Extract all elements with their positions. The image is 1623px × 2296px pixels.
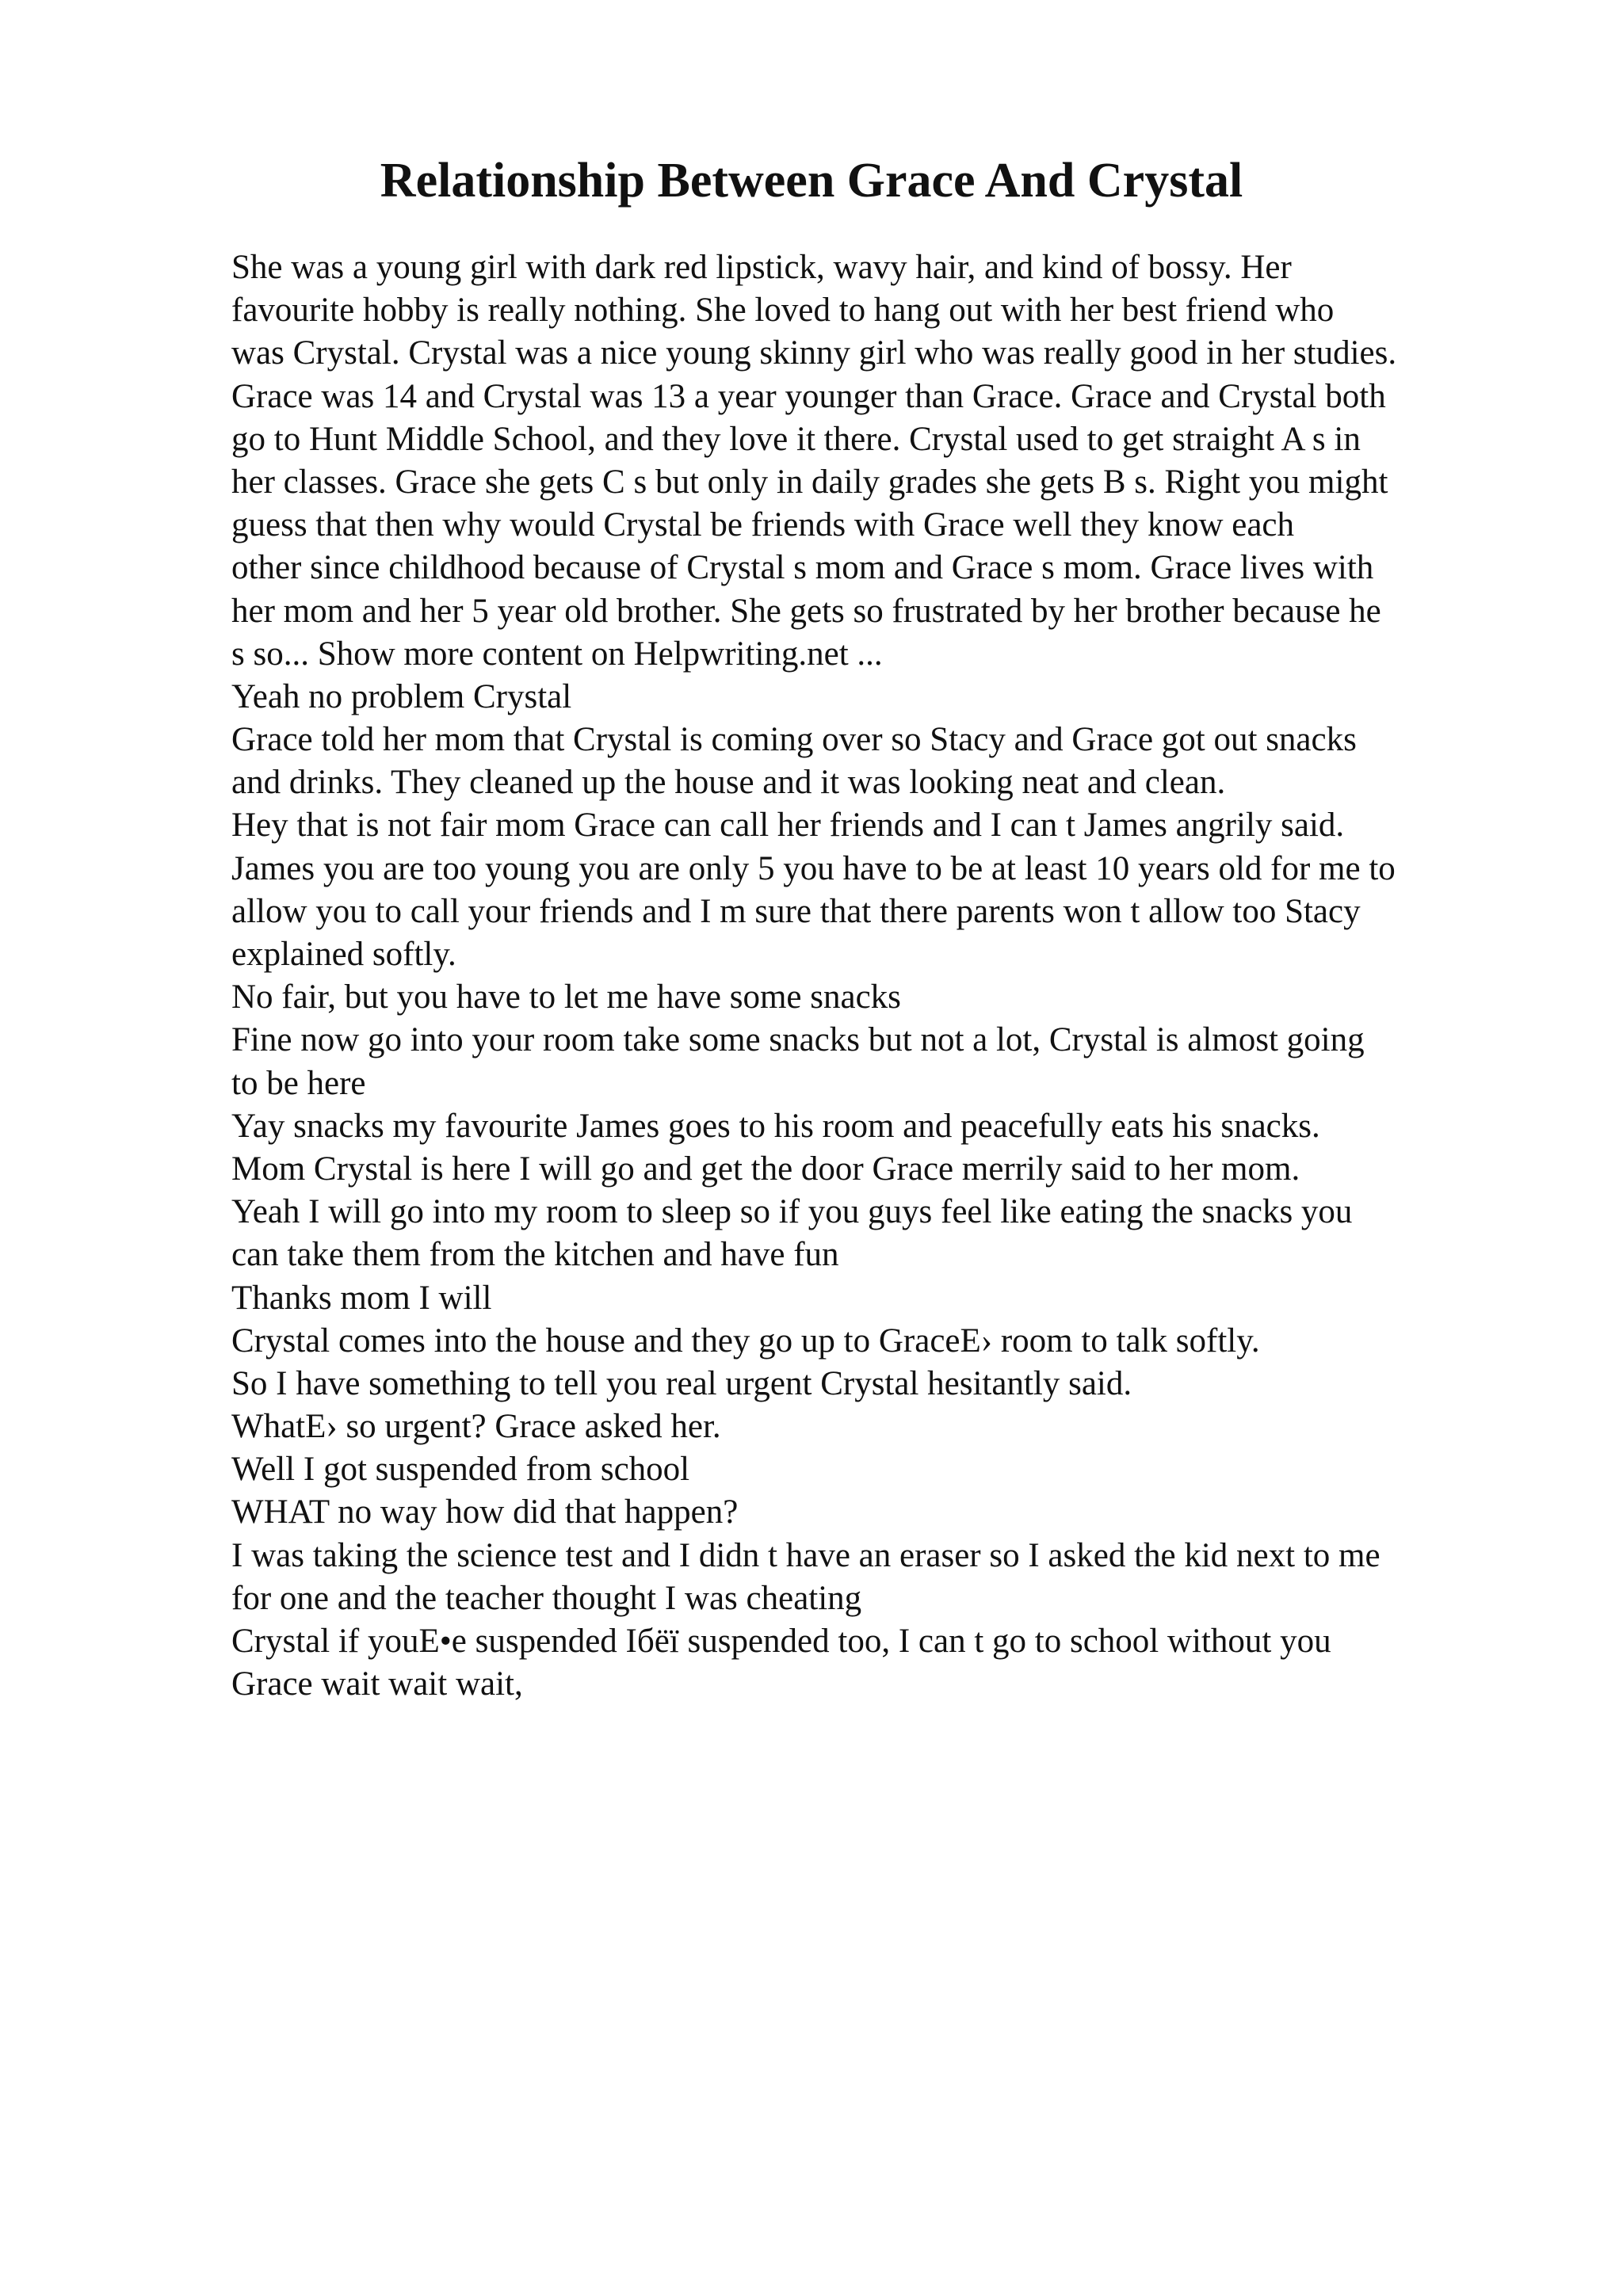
text-line: Grace told her mom that Crystal is coming over so Stacy and Grace got out snacks (231, 721, 1357, 759)
text-line: So I have something to tell you real urgent Crystal hesitantly said. (231, 1364, 1132, 1402)
text-line: Crystal if youE•e suspended Iбёї suspended too, I can t go to school without you (231, 1623, 1331, 1660)
text-line: explained softly. (231, 936, 456, 973)
text-line: Grace was 14 and Crystal was 13 a year younger than Grace. Grace and Crystal both (231, 377, 1386, 415)
text-line: her classes. Grace she gets C s but only in daily grades she gets B s. Right you might (231, 463, 1388, 501)
text-line: allow you to call your friends and I m sure that there parents won t allow too Stacy (231, 892, 1361, 930)
text-line: favourite hobby is really nothing. She loved to hang out with her best friend who (231, 292, 1335, 330)
text-line: Thanks mom I will (231, 1279, 492, 1317)
text-line: can take them from the kitchen and have fun (231, 1236, 839, 1274)
text-line: Well I got suspended from school (231, 1451, 690, 1489)
text-line: No fair, but you have to let me have some snacks (231, 978, 901, 1016)
text-line: James you are too young you are only 5 you have to be at least 10 years old for me to (231, 849, 1396, 887)
document-title: Relationship Between Grace And Crystal (380, 154, 1243, 208)
text-line: I was taking the science test and I didn t have an eraser so I asked the kid next to me (231, 1536, 1381, 1574)
text-line: She was a young girl with dark red lipstick, wavy hair, and kind of bossy. Her (231, 249, 1292, 286)
text-line: her mom and her 5 year old brother. She gets so frustrated by her brother because he (231, 592, 1381, 630)
text-line: Yay snacks my favourite James goes to his room and peacefully eats his snacks. (231, 1107, 1320, 1145)
text-line: WhatE› so urgent? Grace asked her. (231, 1408, 721, 1446)
text-line: was Crystal. Crystal was a nice young skinny girl who was really good in her studies. (231, 334, 1397, 372)
text-line: s so... Show more content on Helpwriting.net ... (231, 635, 883, 673)
text-line: and drinks. They cleaned up the house and it was looking neat and clean. (231, 764, 1226, 802)
text-line: WHAT no way how did that happen? (231, 1493, 739, 1531)
text-line: to be here (231, 1064, 366, 1102)
text-line: other since childhood because of Crystal s mom and Grace s mom. Grace lives with (231, 549, 1374, 587)
text-line: Crystal comes into the house and they go up to GraceE› room to talk softly. (231, 1322, 1260, 1360)
text-line: Mom Crystal is here I will go and get the door Grace merrily said to her mom. (231, 1150, 1300, 1188)
document-body (231, 246, 1579, 1706)
text-line: Fine now go into your room take some snacks but not a lot, Crystal is almost going (231, 1021, 1365, 1059)
text-line: Yeah I will go into my room to sleep so if you guys feel like eating the snacks you (231, 1193, 1353, 1231)
text-line: Hey that is not fair mom Grace can call her friends and I can t James angrily said. (231, 807, 1345, 845)
text-line: go to Hunt Middle School, and they love it there. Crystal used to get straight A s in (231, 420, 1361, 458)
text-line: Grace wait wait wait, (231, 1665, 523, 1703)
text-line: for one and the teacher thought I was cheating (231, 1579, 862, 1617)
text-line: guess that then why would Crystal be friends with Grace well they know each (231, 506, 1295, 544)
text-line: Yeah no problem Crystal (231, 677, 572, 715)
